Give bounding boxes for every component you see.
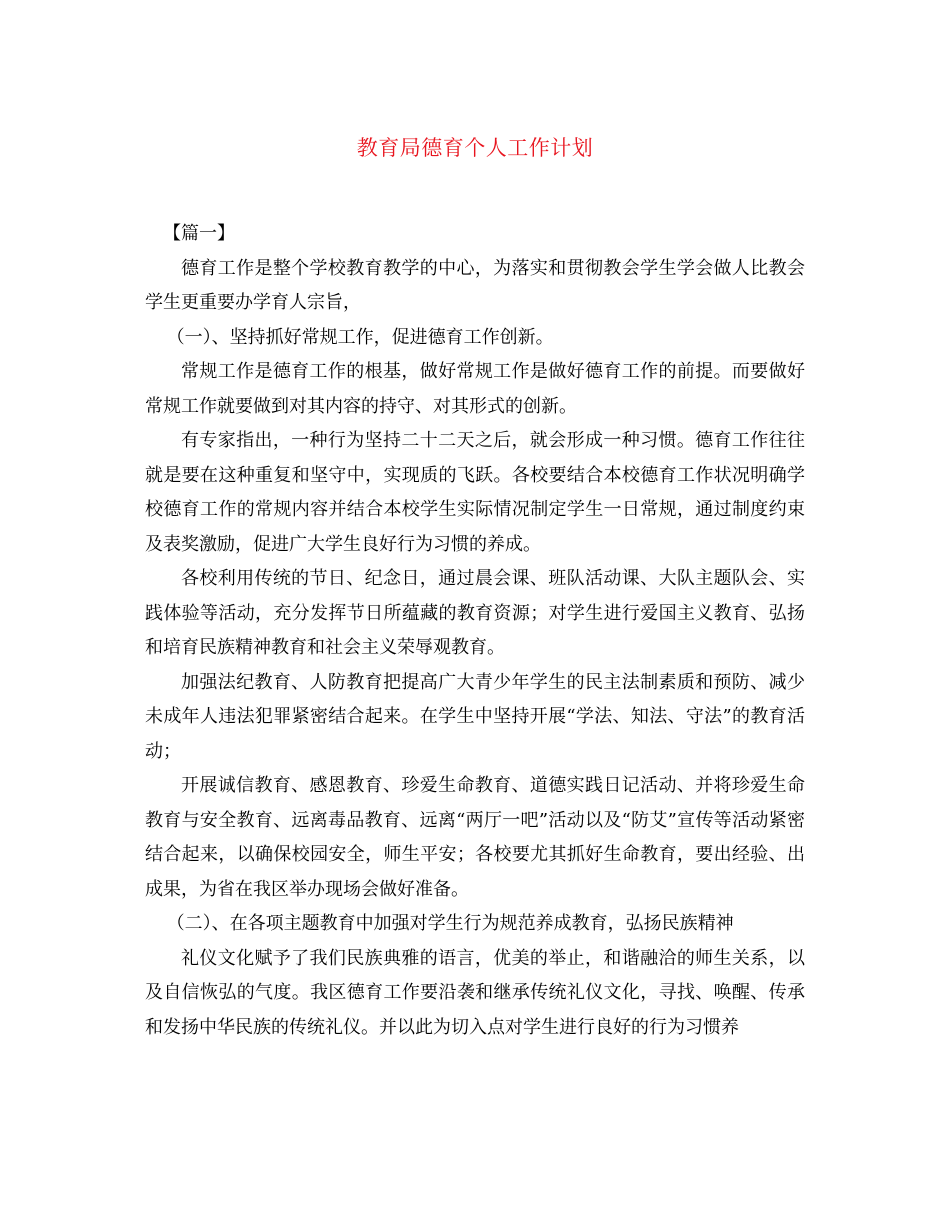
- document-body: [145, 217, 805, 1045]
- paragraph: 有专家指出，一种行为坚持二十二天之后，就会形成一种习惯。德育工作往往就是要在这种重复和坚守中，实现质的飞跃。各校要结合本校德育工作状况明确学校德育工作的常规内容并结合本校学生实际情况制定学生一日常规，通过制度约束及表奖激励，促进广大学生良好行为习惯的养成。: [145, 430, 805, 555]
- section-heading: （一）、坚持抓好常规工作，促进德育工作创新。: [166, 326, 554, 348]
- document-title: 教育局德育个人工作计划: [356, 136, 594, 160]
- paragraph: 各校利用传统的节日、纪念日，通过晨会课、班队活动课、大队主题队会、实践体验等活动，充分发挥节日所蕴藏的教育资源；对学生进行爱国主义教育、弘扬和培育民族精神教育和社会主义荣辱观教育。: [145, 568, 805, 658]
- paragraph: 加强法纪教育、人防教育把提高广大青少年学生的民主法制素质和预防、减少未成年人违法犯罪紧密结合起来。在学生中坚持开展“学法、知法、守法”的教育活动；: [145, 671, 805, 762]
- paragraph: 德育工作是整个学校教育教学的中心，为落实和贯彻教会学生学会做人比教会学生更重要办学育人宗旨，: [145, 257, 805, 313]
- section-heading: （二）、在各项主题教育中加强对学生行为规范养成教育，弘扬民族精神: [166, 913, 734, 934]
- paragraph: 礼仪文化赋予了我们民族典雅的语言，优美的举止，和谐融洽的师生关系，以及自信恢弘的气度。我区德育工作要沿袭和继承传统礼仪文化，寻找、唤醒、传承和发扬中华民族的传统礼仪。并以此为切入点对学生进行良好的行为习惯养: [145, 947, 805, 1038]
- paragraph: 开展诚信教育、感恩教育、珍爱生命教育、道德实践日记活动、并将珍爱生命教育与安全教育、远离毒品教育、远离“两厅一吧”活动以及“防艾”宣传等活动紧密结合起来，以确保校园安全，师生平安；各校要尤其抓好生命教育，要出经验、出成果，为省在我区举办现场会做好准备。: [145, 775, 805, 900]
- section-marker: 【篇一】: [163, 223, 235, 244]
- paragraph: 常规工作是德育工作的根基，做好常规工作是做好德育工作的前提。而要做好常规工作就要做到对其内容的持守、对其形式的创新。: [145, 361, 805, 417]
